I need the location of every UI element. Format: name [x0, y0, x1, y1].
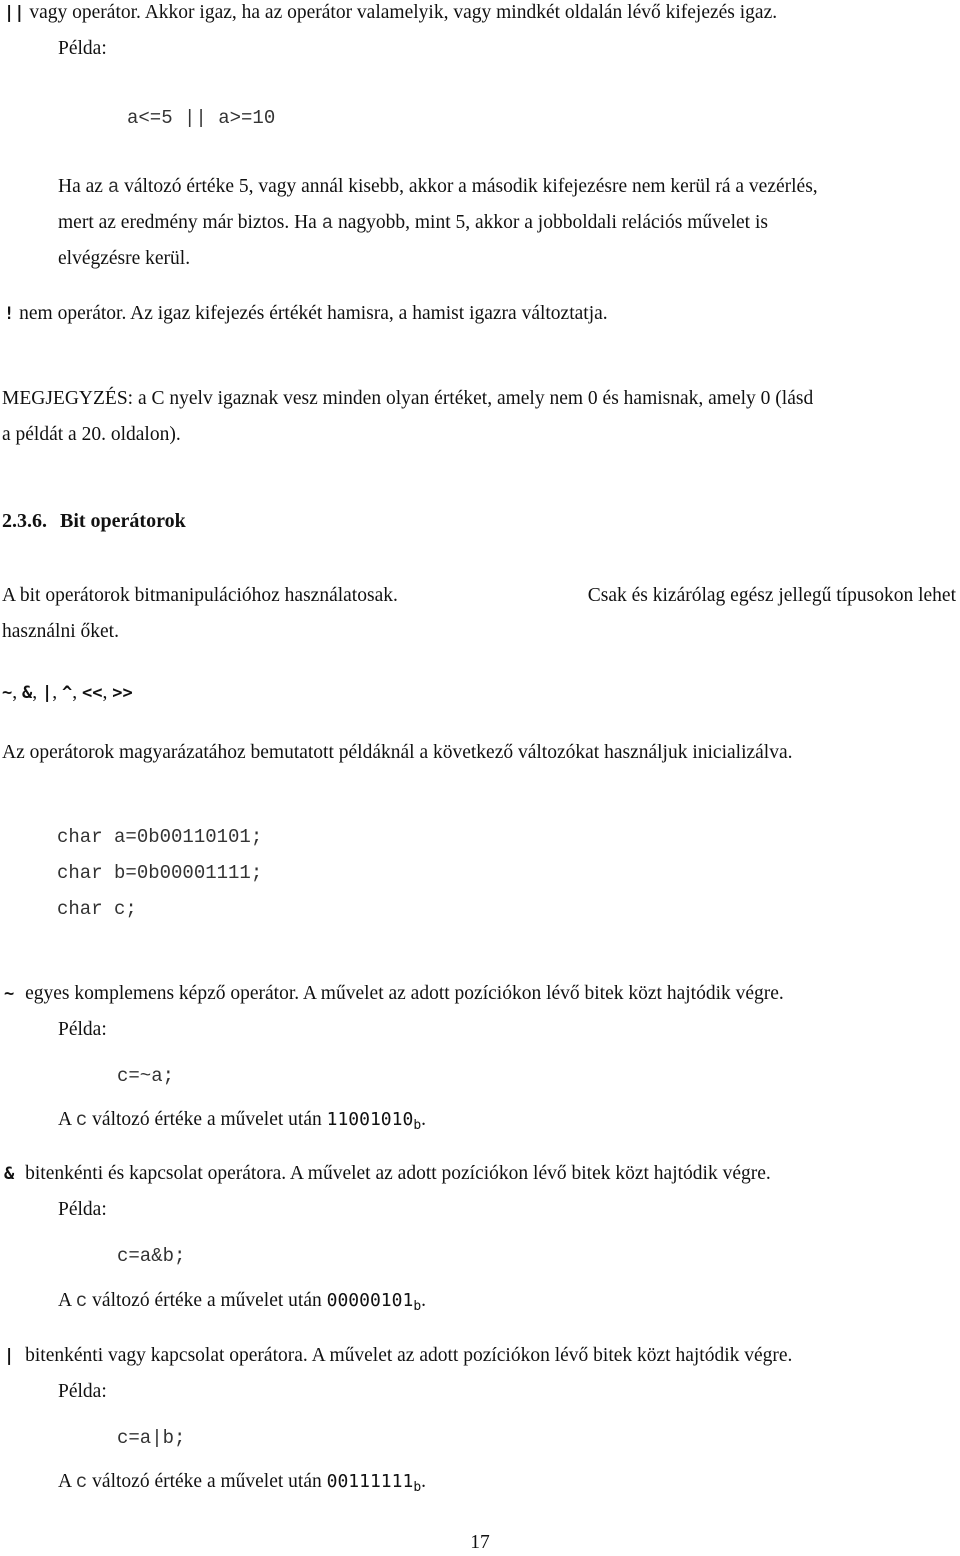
or-operator-line: [4, 0, 960, 26]
text-run: .: [421, 1109, 427, 1130]
inline-code: c: [75, 1290, 88, 1312]
vars-intro: Az operátorok magyarázatához bemutatott példáknál a következő változókat használjuk inicializálva.: [2, 742, 793, 763]
operator-item: >>: [112, 683, 133, 703]
inline-code: a: [107, 176, 120, 198]
result-value: 00000101: [326, 1290, 414, 1311]
inline-code: c: [75, 1109, 88, 1131]
example-code: c=~a;: [117, 1065, 175, 1087]
operator-description: egyes komplemens képző operátor. A művelet az adott pozíciókon lévő bitek közt hajtódik végre.: [25, 983, 784, 1004]
result-line: [58, 1107, 960, 1135]
text-run: változó értéke a művelet után: [87, 1290, 327, 1311]
not-operator-symbol: !: [4, 304, 15, 324]
example-label: Példa:: [58, 1199, 107, 1220]
operator-item: ^: [62, 683, 73, 703]
result-subscript: b: [413, 1118, 422, 1133]
inline-code: a: [321, 212, 334, 234]
not-operator-line: [4, 301, 960, 327]
text-run: mert az eredmény már biztos. Ha: [58, 212, 322, 233]
note-line-1: MEGJEGYZÉS: a C nyelv igaznak vesz minden olyan értéket, amely nem 0 és hamisnak, amely 0 (lásd: [2, 388, 814, 409]
operator-item: |: [42, 683, 53, 703]
inline-code: c: [75, 1471, 88, 1493]
operator-symbol: &: [4, 1164, 15, 1184]
result-subscript: b: [413, 1299, 422, 1314]
example-label: Példa:: [58, 1381, 107, 1402]
result-value: 00111111: [326, 1471, 414, 1492]
section-number: 2.3.6.: [2, 510, 47, 532]
declaration-line: char b=0b00001111;: [57, 862, 263, 884]
text-run: változó értéke 5, vagy annál kisebb, akkor a második kifejezésre nem kerül rá a vezérlés,: [119, 176, 818, 197]
or-operator-text: vagy operátor. Akkor igaz, ha az operátor valamelyik, vagy mindkét oldalán lévő kifejezés igaz.: [29, 2, 778, 23]
result-value: 11001010: [326, 1109, 414, 1130]
and-operator-line: [4, 1161, 960, 1187]
or-desc-line-1: [58, 174, 960, 200]
or-example-code: a<=5 || a>=10: [127, 107, 276, 129]
section-title: Bit operátorok: [60, 510, 186, 532]
page-number: 17: [470, 1532, 490, 1553]
text-run: A: [58, 1109, 76, 1130]
operator-item: <<: [82, 683, 103, 703]
or-bitwise-operator-line: [4, 1343, 960, 1369]
section-heading: [2, 508, 960, 534]
text-run: változó értéke a művelet után: [87, 1109, 327, 1130]
text-run: A: [58, 1290, 76, 1311]
operator-item: &: [22, 683, 33, 703]
operator-description: bitenkénti vagy kapcsolat operátora. A művelet az adott pozíciókon lévő bitek közt hajtódik végre.: [25, 1345, 793, 1366]
complement-operator-line: [4, 981, 960, 1007]
operator-description: bitenkénti és kapcsolat operátora. A művelet az adott pozíciókon lévő bitek közt hajtódik végre.: [25, 1163, 771, 1184]
result-line: [58, 1469, 960, 1497]
operator-list: ~, &, |, ^, <<, >>: [2, 682, 133, 703]
not-operator-text: nem operátor. Az igaz kifejezés értékét hamisra, a hamist igazra változtatja.: [14, 303, 608, 324]
or-example-label: Példa:: [58, 38, 107, 59]
note-line-2: a példát a 20. oldalon).: [2, 424, 181, 445]
text-run: .: [421, 1290, 427, 1311]
text-run: változó értéke a művelet után: [87, 1471, 327, 1492]
or-operator-symbol: ||: [4, 3, 25, 23]
example-label: Példa:: [58, 1019, 107, 1040]
text-run: A: [58, 1471, 76, 1492]
intro-line-2: használni őket.: [2, 621, 119, 642]
operator-symbol: |: [4, 1346, 15, 1366]
text-run: Ha az: [58, 176, 108, 197]
operator-symbol: ~: [4, 984, 15, 1004]
declaration-line: char a=0b00110101;: [57, 826, 263, 848]
example-code: c=a&b;: [117, 1245, 186, 1267]
intro-line-1: [2, 583, 956, 609]
declaration-line: char c;: [57, 898, 137, 920]
result-subscript: b: [413, 1480, 422, 1495]
or-desc-line-3: elvégzésre kerül.: [58, 248, 191, 269]
text-run: .: [421, 1471, 427, 1492]
text-run: nagyobb, mint 5, akkor a jobboldali relációs művelet is: [333, 212, 768, 233]
text-run: A bit operátorok bitmanipulációhoz használatosak.: [2, 585, 398, 606]
text-run: Csak és kizárólag egész jellegű típusokon lehet: [587, 585, 956, 606]
operator-item: ~: [2, 683, 13, 703]
or-desc-line-2: [58, 210, 960, 236]
example-code: c=a|b;: [117, 1427, 186, 1449]
result-line: [58, 1288, 960, 1316]
